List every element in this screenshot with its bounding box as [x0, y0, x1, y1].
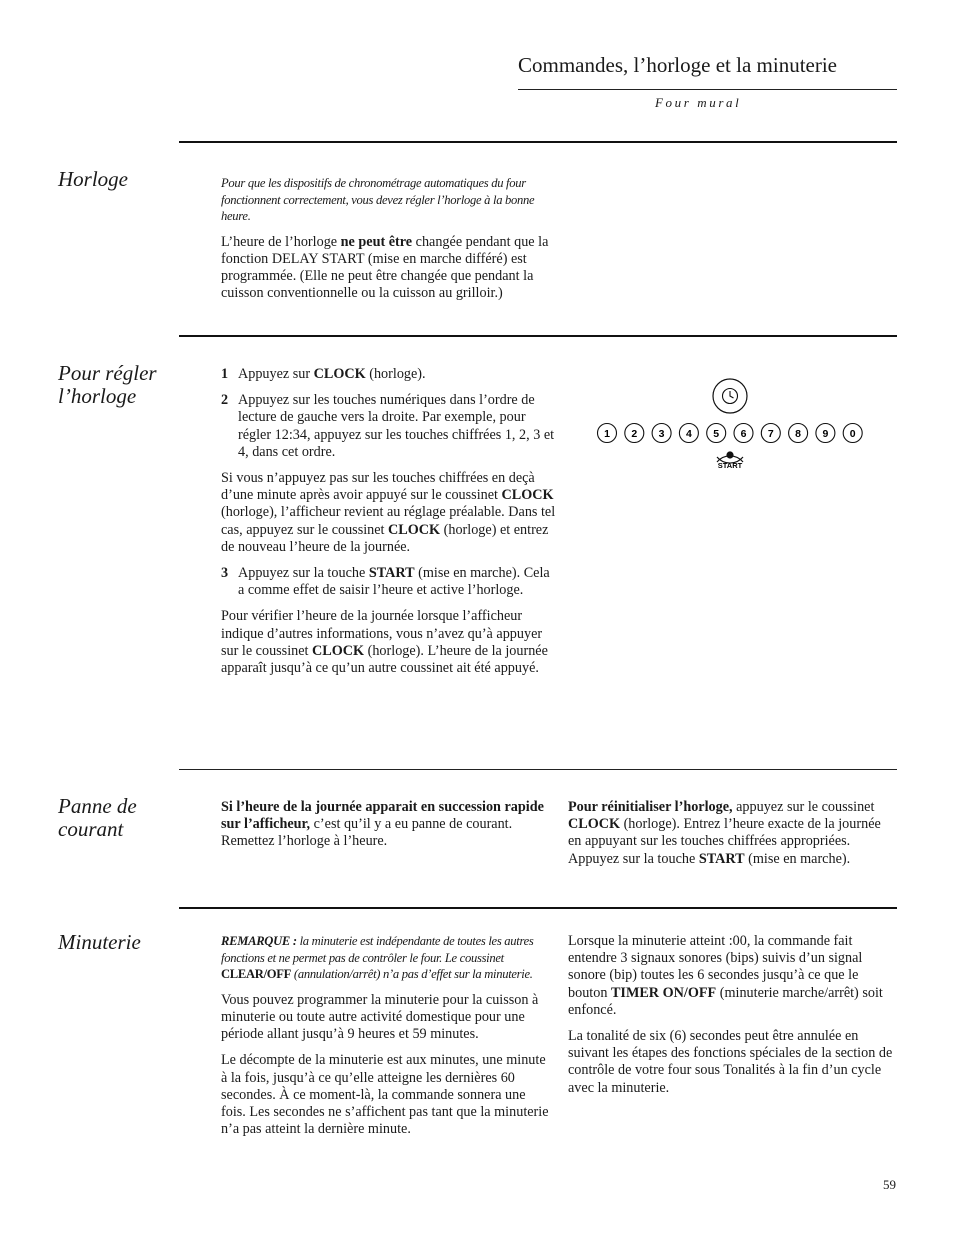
digit-key-9: [816, 424, 835, 443]
minuterie-paragraph: Le décompte de la minuterie est aux minutes, une minute à la fois, jusqu’à ce qu’elle atteigne les dernières 60 secondes. À ce moment-là, la commande sonnera une fois. Les secondes ne s’affichent pas tant que la minuterie n’a pas atteint la dernière minute.: [221, 1052, 549, 1138]
digit-label: 5: [713, 427, 720, 440]
minuterie-paragraph: Vous pouvez programmer la minuterie pour la cuisson à minuterie ou toute autre activité domestique pour une période allant jusqu’à 9 heures et 59 minutes.: [221, 991, 539, 1043]
start-label: START: [717, 461, 743, 470]
section-heading-horloge: Horloge: [58, 167, 128, 191]
regler-body: [221, 366, 559, 686]
minuterie-right: Lorsque la minuterie atteint :00, la commande fait entendre 3 signaux sonores (bips) suivis d’un signal sonore (bip) toutes les 6 secondes jusqu’à ce que le bouton TIMER ON/OFF (minuterie marche/arrêt) soit enfoncé. La tonalité de six (6) secondes peut être annulée en suivant les étapes des fonctions spéciales de la section de contrôle de votre four sous Tonalités à la fin d’un cycle avec la minuterie.: [568, 933, 893, 1096]
section-divider: [179, 141, 897, 143]
section-divider: [179, 769, 897, 770]
digit-label: 4: [685, 427, 692, 440]
regler-paragraph: Si vous n’appuyez pas sur les touches chiffrées en deçà d’une minute après avoir appuyé sur le coussinet CLOCK (horloge), l’afficheur revient au réglage préalable. Dans tel cas, appuyez sur le coussinet CLOCK (horloge) et entrez de nouveau l’heure de la journée.: [221, 470, 556, 555]
digit-label: 7: [767, 427, 774, 440]
digit-key-6: [734, 424, 753, 443]
panne-left: Si l’heure de la journée apparait en succession rapide sur l’afficheur, c’est qu’il y a eu panne de courant. Remettez l’horloge à l’heure.: [221, 799, 544, 850]
page-title: Commandes, l’horloge et la minuterie: [518, 53, 837, 77]
step-2: 2 Appuyez sur les touches numériques dans l’ordre de lecture de gauche vers la droite. Par exemple, pour régler 12:34, appuyez sur les touches chiffrées 1, 2, 3 et 4, dans cet ordre.: [221, 392, 555, 460]
step-3: 3 Appuyez sur la touche START (mise en marche). Cela a comme effet de saisir l’heure et active l’horloge.: [221, 565, 550, 599]
digit-key-0: [843, 424, 862, 443]
digit-key-1: [598, 424, 617, 443]
page-subtitle: Four mural: [655, 95, 742, 110]
keypad-svg: [590, 372, 870, 487]
digit-key-7: [761, 424, 780, 443]
digit-label: 1: [604, 427, 610, 440]
step-1: 1 Appuyez sur CLOCK (horloge).: [221, 366, 426, 382]
page-number: 59: [883, 1177, 896, 1192]
digit-label: 8: [795, 427, 802, 440]
digit-label: 2: [631, 427, 638, 440]
clock-icon: [713, 379, 747, 413]
section-heading-minuterie: Minuterie: [58, 930, 141, 954]
digit-key-3: [652, 424, 671, 443]
horloge-note: Pour que les dispositifs de chronométrage automatiques du four fonctionnent correctement, vous devez régler l’horloge à la bonne heure.: [221, 176, 535, 224]
digit-key-5: [707, 424, 726, 443]
horloge-body: [221, 175, 556, 312]
panne-right: Pour réinitialiser l’horloge, appuyez sur le coussinet CLOCK (horloge). Entrez l’heure exacte de la journée en appuyant sur les touches chiffrées appropriées. Appuyez sur la touche START (mise en marche).: [568, 799, 881, 867]
minuterie-note: REMARQUE : la minuterie est indépendante de toutes les autres fonctions et ne permet pas de contrôler le four. Le coussinet CLEAR/OFF (annulation/arrêt) n’a pas d’effet sur la minuterie.: [221, 934, 534, 982]
minuterie-left: [221, 933, 551, 1147]
regler-paragraph: Pour vérifier l’heure de la journée lorsque l’afficheur indique d’autres informations, vous n’avez qu’à appuyer sur le coussinet CLOCK (horloge). L’heure de la journée apparaît jusqu’à ce qu’un autre coussinet ait été appuyé.: [221, 608, 548, 677]
horloge-paragraph: L’heure de l’horloge ne peut être changée pendant que la fonction DELAY START (mise en marche différé) est programmée. (Elle ne peut être changée que pendant la cuisson conventionnelle ou la cuisson au grilloir.): [221, 233, 549, 302]
digit-label: 9: [822, 427, 829, 440]
section-heading-panne: Panne de courant: [58, 794, 137, 841]
digit-label: 3: [658, 427, 665, 440]
keypad-illustration: [590, 372, 870, 487]
start-key: [717, 451, 743, 470]
digit-key-8: [789, 424, 808, 443]
section-divider: [179, 907, 897, 909]
digit-label: 0: [849, 427, 856, 440]
digit-label: 6: [740, 427, 747, 440]
header-rule: [518, 89, 897, 90]
section-divider: [179, 335, 897, 337]
section-heading-regler: Pour régler l’horloge: [58, 361, 157, 408]
digit-key-2: [625, 424, 644, 443]
digit-key-4: [679, 424, 698, 443]
